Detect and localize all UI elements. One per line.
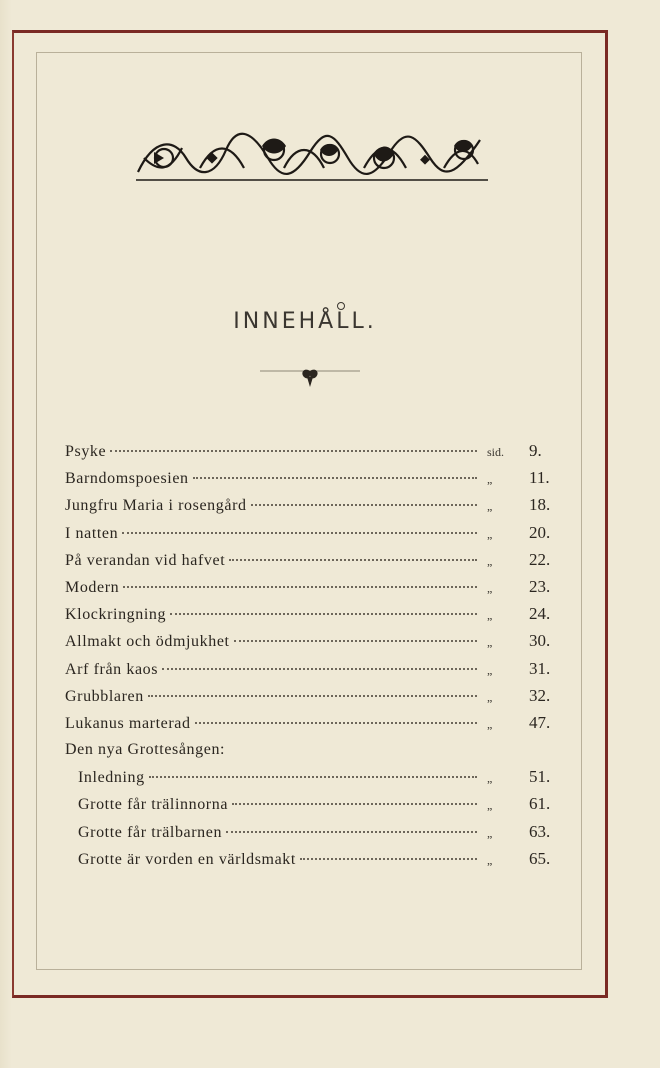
toc-entry-ref: „ [487, 852, 493, 867]
toc-subentry [65, 845, 557, 872]
toc-entry-ref: „ [487, 635, 493, 650]
toc-entry-page: 30. [529, 631, 551, 651]
toc-entry-title: Barndomspoesien [65, 470, 189, 488]
toc-entry-title: Modern [65, 578, 120, 596]
toc-entry [65, 573, 557, 600]
toc-entry-page: 63. [529, 821, 551, 841]
dot-leader [229, 558, 477, 561]
toc-entry-page: 51. [529, 767, 551, 787]
toc-entry-ref: „ [487, 771, 493, 786]
toc-entry-page: 22. [529, 549, 551, 569]
toc-entry-ref: „ [487, 662, 493, 677]
dot-leader [226, 830, 477, 833]
toc-subentry [65, 790, 557, 817]
toc-entry-page: 32. [529, 685, 551, 705]
toc-entry-ref: sid. [487, 445, 505, 459]
toc-entry-page: 9. [529, 441, 542, 460]
toc-entry-ref: „ [487, 580, 493, 595]
toc-section-title: Den nya Grottesången: [65, 741, 226, 759]
dot-leader [162, 667, 477, 670]
dot-leader [251, 503, 477, 506]
toc-entry-ref: „ [487, 825, 493, 840]
toc-entry-title: Allmakt och ödmjukhet [65, 633, 230, 651]
fleuron-divider-icon [260, 363, 360, 389]
toc-entry-title: I natten [65, 524, 119, 542]
toc-entry [65, 546, 557, 573]
toc-entry [65, 600, 557, 627]
toc-subentry [65, 763, 557, 790]
toc-entry [65, 709, 557, 736]
dot-leader [122, 531, 477, 534]
page-edge [0, 0, 12, 1068]
dot-leader [195, 721, 477, 724]
dot-leader [149, 775, 477, 778]
toc-entry-title: Grubblaren [65, 687, 144, 705]
toc-entry-page: 65. [529, 848, 551, 868]
toc-entry-ref: „ [487, 689, 493, 704]
page-title: INNEHÅLL. [233, 309, 377, 334]
toc-entry-ref: „ [487, 608, 493, 623]
dot-leader [232, 802, 477, 805]
toc-entry-title: Arf från kaos [65, 660, 159, 678]
toc-entry-title: Klockringning [65, 606, 167, 624]
toc-entry-ref: „ [487, 716, 493, 731]
toc-entry-page: 61. [529, 794, 551, 814]
toc-section-heading [65, 736, 557, 763]
toc-entry-page: 47. [529, 712, 551, 732]
toc-entry-title: Grotte får trälbarnen [78, 823, 223, 841]
toc-entry [65, 437, 557, 464]
toc-entry-page: 24. [529, 604, 551, 624]
toc-entry-ref: „ [487, 553, 493, 568]
toc-entry-page: 18. [529, 495, 551, 515]
toc-entry-title: På verandan vid hafvet [65, 551, 226, 569]
toc-entry-page: 23. [529, 576, 551, 596]
toc-entry-ref: „ [487, 526, 493, 541]
dot-leader [300, 857, 477, 860]
decorative-headpiece-icon [134, 128, 490, 184]
toc-entry-ref: „ [487, 499, 493, 514]
toc-entry-title: Lukanus marterad [65, 714, 191, 732]
table-of-contents [65, 437, 557, 872]
toc-entry-page: 31. [529, 658, 551, 678]
dot-leader [193, 476, 477, 479]
toc-entry [65, 491, 557, 518]
toc-entry-page: 11. [529, 468, 550, 488]
dot-leader [234, 639, 477, 642]
dot-leader [123, 585, 477, 588]
dot-leader [110, 449, 477, 452]
toc-entry-title: Inledning [78, 769, 145, 787]
toc-entry-ref: „ [487, 798, 493, 813]
toc-entry [65, 682, 557, 709]
toc-entry-title: Jungfru Maria i rosengård [65, 497, 247, 515]
dot-leader [170, 612, 477, 615]
toc-entry-title: Grotte får trälinnorna [78, 796, 229, 814]
toc-subentry [65, 818, 557, 845]
toc-entry [65, 519, 557, 546]
toc-entry [65, 627, 557, 654]
toc-entry-ref: „ [487, 472, 493, 487]
toc-entry [65, 464, 557, 491]
dot-leader [148, 694, 477, 697]
toc-entry [65, 655, 557, 682]
toc-entry-page: 20. [529, 522, 551, 542]
toc-entry-title: Psyke [65, 443, 107, 460]
toc-entry-title: Grotte är vorden en världsmakt [78, 850, 296, 868]
